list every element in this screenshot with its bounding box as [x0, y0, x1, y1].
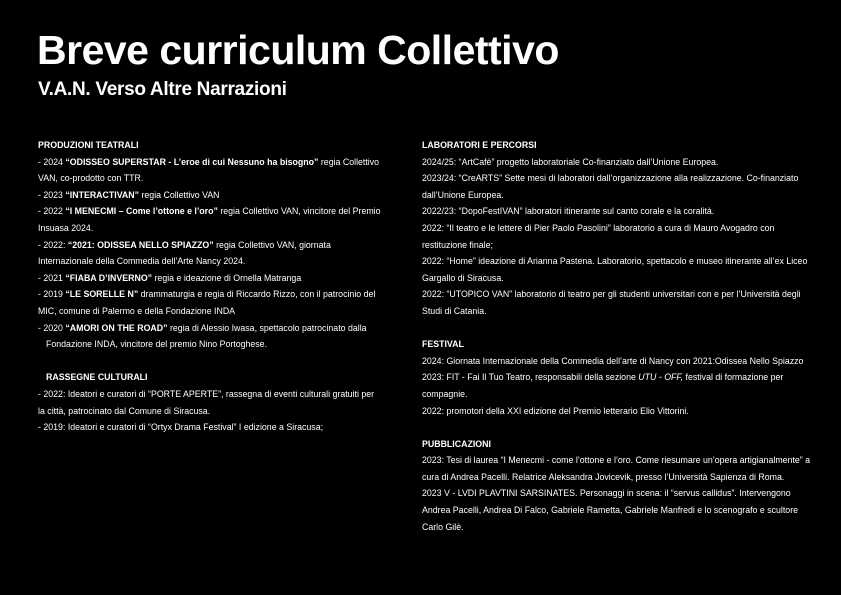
list-item: - 2019 “LE SORELLE N” drammaturgia e regia di Riccardo Rizzo, con il patrocinio del MIC, comune di Palermo e della Fondazione INDA: [38, 289, 376, 316]
left-column: [38, 137, 383, 436]
section-heading-produzioni: PRODUZIONI TEATRALI: [38, 140, 139, 150]
list-item: - 2022 “I MENECMI – Come l’ottone e l’oro” regia Collettivo VAN, vincitore del Premio Insuasa 2024.: [38, 206, 381, 233]
page-title: Breve curriculum Collettivo: [37, 27, 559, 73]
section-heading-laboratori: LABORATORI E PERCORSI: [422, 140, 537, 150]
section-heading-rassegne: RASSEGNE CULTURALI: [46, 372, 148, 383]
list-item: 2022: “UTOPICO VAN” laboratorio di teatro per gli studenti universitari con e per l’Università degli Studi di Catania.: [422, 289, 801, 316]
list-item: - 2019: Ideatori e curatori di “Ortyx Drama Festival” I edizione a Siracusa;: [38, 422, 324, 433]
list-item: 2024/25: “ArtCafè” progetto laboratoriale Co-finanziato dall’Unione Europea.: [422, 156, 719, 167]
list-item: 2022/23: “DopoFestIVAN” laboratori itinerante sul canto corale e la coralità.: [422, 206, 715, 217]
section-heading-festival: FESTIVAL: [422, 339, 464, 350]
list-item: 2023 V - LVDI PLAVTINI SARSINATES. Personaggi in scena: il “servus callidus”. Intervengono Andrea Pacelli, Andrea Di Falco, Gabriele Rametta, Gabriele Manfredi e lo scenografo e scultore Carlo Gilè.: [422, 488, 799, 532]
list-item: 2023: Tesi di laurea “I Menecmi - come l’ottone e l’oro. Come riesumare un’opera artigianalmente” a cura di Andrea Pacelli. Relatrice Aleksandra Jovicevik, presso l’Università Sapienza di Roma.: [422, 455, 811, 482]
section-heading-pubblicazioni: PUBBLICAZIONI: [422, 438, 491, 449]
list-item: 2024: Giornata Internazionale della Commedia dell’arte di Nancy con 2021:Odissea Nello Spiazzo: [422, 355, 804, 366]
list-item: - 2021 “FIABA D’INVERNO” regia e ideazione di Ornella Matranga: [38, 272, 302, 283]
list-item: 2022: “Home” ideazione di Arianna Pastena. Laboratorio, spettacolo e museo itinerante all’ex Liceo Gargallo di Siracusa.: [422, 256, 808, 283]
list-item: - 2022: “2021: ODISSEA NELLO SPIAZZO” regia Collettivo VAN, giornata Internazionale della Commedia dell’Arte Nancy 2024.: [38, 239, 331, 267]
page-subtitle: V.A.N. Verso Altre Narrazioni: [38, 79, 287, 100]
list-item: - 2023 “INTERACTIVAN” regia Collettivo VAN: [38, 189, 220, 200]
list-item: 2023: FIT - Fai Il Tuo Teatro, responsabili della sezione UTU - OFF, festival di formazione per compagnie.: [422, 372, 784, 399]
list-item: - 2020 “AMORI ON THE ROAD” regia di Alessio Iwasa, spettacolo patrocinato dalla Fondazione INDA, vincitore del premio Nino Portoghese.: [38, 322, 367, 350]
list-item: - 2022: Ideatori e curatori di “PORTE APERTE”, rassegna di eventi culturali gratuiti per la città, patrocinato dal Comune di Siracusa.: [38, 388, 375, 416]
list-item: 2022: promotori della XXI edizione del Premio letterario Elio Vittorini.: [422, 405, 689, 416]
list-item: 2022: “Il teatro e le lettere di Pier Paolo Pasolini” laboratorio a cura di Mauro Avogadro con restituzione finale;: [422, 222, 775, 250]
list-item: 2023/24: “CreARTS” Sette mesi di laboratori dall’organizzazione alla realizzazione. Co-finanziato dall’Unione Europea.: [422, 173, 799, 200]
right-column: [422, 137, 812, 535]
list-item: - 2024 “ODISSEO SUPERSTAR - L’eroe di cui Nessuno ha bisogno” regia Collettivo VAN, co-prodotto con TTR.: [38, 156, 380, 184]
